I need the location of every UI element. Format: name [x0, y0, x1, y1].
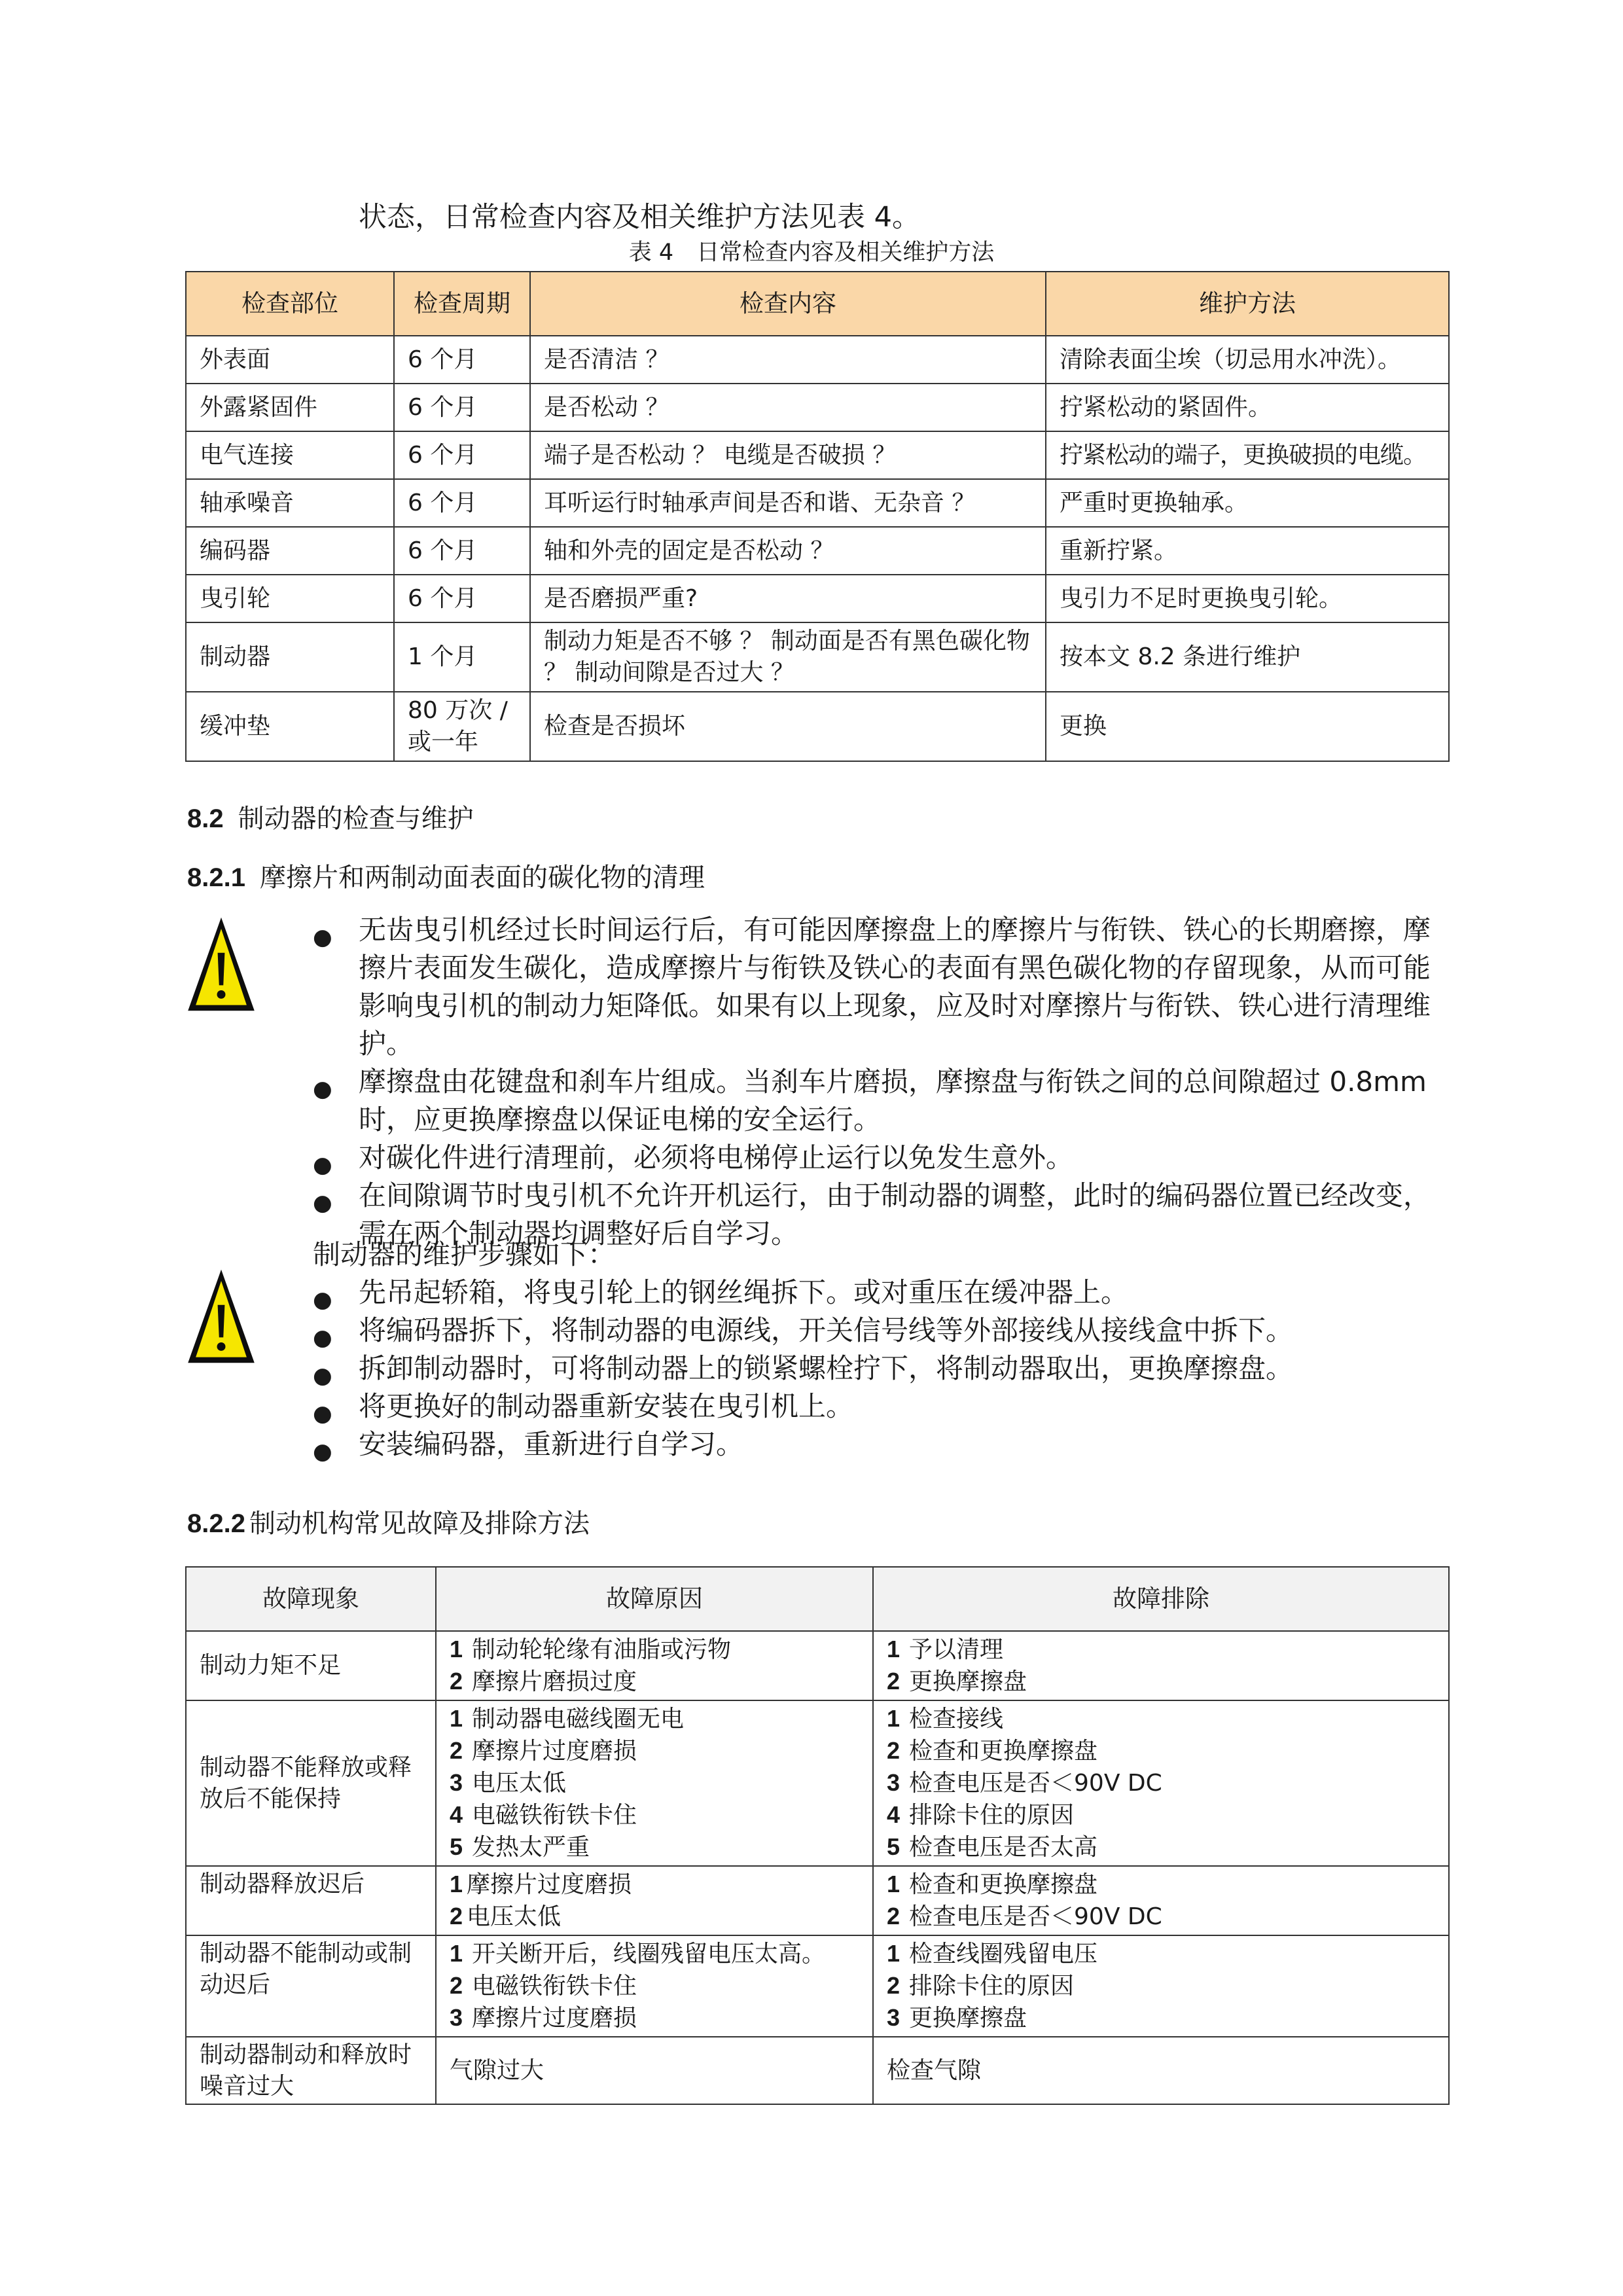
table-row — [186, 431, 1449, 479]
fix-item: 3 检查电压是否＜90V DC — [887, 1769, 1162, 1797]
table-cell: 电气连接 — [186, 431, 394, 479]
table-cell: 制动器 — [186, 622, 394, 692]
bullet-icon: ● — [313, 924, 332, 950]
table-cell: 拧紧松动的紧固件。 — [1046, 384, 1449, 431]
cause-cell — [436, 1700, 873, 1866]
table-row — [186, 1866, 1449, 1935]
fix-item: 2 检查和更换摩擦盘 — [887, 1737, 1098, 1765]
table-cell: 是否松动 ？ — [530, 384, 1046, 431]
section-number: 8.2.2 — [187, 1509, 245, 1538]
list-item: ● 在间隙调节时曳引机不允许开机运行，由于制动器的调整，此时的编码器位置已经改变，需在两个制动器均调整好后自学习。 — [313, 1179, 1431, 1249]
table-row — [186, 1631, 1449, 1700]
table4-caption: 表 4 日常检查内容及相关维护方法 — [628, 240, 995, 266]
list-item: ● 摩擦盘由花键盘和刹车片组成。当刹车片磨损，摩擦盘与衔铁之间的总间隙超过 0.8mm 时，应更换摩擦盘以保证电梯的安全运行。 — [313, 1066, 1427, 1136]
header-cell: 故障现象 — [186, 1567, 436, 1631]
bullet-icon: ● — [313, 1190, 332, 1216]
header-cell: 维护方法 — [1046, 272, 1449, 336]
list-item: ● 安装编码器，重新进行自学习。 — [313, 1426, 1452, 1463]
table-cell: 6 个月 — [394, 479, 530, 527]
header-cell: 故障原因 — [436, 1567, 873, 1631]
header-cell: 检查部位 — [186, 272, 394, 336]
table-row — [186, 384, 1449, 431]
table-cell: 6 个月 — [394, 336, 530, 384]
table-cell: 6 个月 — [394, 575, 530, 622]
fix-item: 3 更换摩擦盘 — [887, 2004, 1027, 2032]
header-cell: 检查内容 — [530, 272, 1046, 336]
cause-item: 3 电压太低 — [450, 1769, 567, 1797]
fix-cell — [873, 1700, 1449, 1866]
cause-item: 4 电磁铁衔铁卡住 — [450, 1801, 637, 1829]
section-heading-8-2-2 — [187, 1505, 590, 1542]
section-heading-8-2-1 — [187, 859, 705, 896]
list-item: ● 将编码器拆下，将制动器的电源线，开关信号线等外部接线从接线盒中拆下。 — [313, 1312, 1452, 1350]
bullet-icon: ● — [313, 1325, 332, 1351]
table-cell: 轴和外壳的固定是否松动 ？ — [530, 527, 1046, 575]
bullet-icon: ● — [313, 1401, 332, 1427]
cause-cell: 气隙过大 — [436, 2037, 873, 2104]
list-item: ● 无齿曳引机经过长时间运行后，有可能因摩擦盘上的摩擦片与衔铁、铁心的长期磨擦，摩擦片表面发生碳化，造成摩擦片与衔铁及铁心的表面有黑色碳化物的存留现象，从而可能影响曳引机的制动力矩降低。如果有以上现象，应及时对摩擦片与衔铁、铁心进行清理维护。 — [313, 914, 1431, 1060]
table-cell: 1 个月 — [394, 622, 530, 692]
symptom-cell: 制动器制动和释放时噪音过大 — [186, 2037, 436, 2104]
cause-item: 1 制动器电磁线圈无电 — [450, 1705, 685, 1732]
table-row — [186, 336, 1449, 384]
table-row — [186, 2037, 1449, 2104]
bullet-icon: ● — [313, 1363, 332, 1389]
fix-cell — [873, 1866, 1449, 1935]
table-row — [186, 479, 1449, 527]
warning-icon — [186, 1266, 257, 1366]
cause-item: 5 发热太严重 — [450, 1833, 590, 1861]
header-cell: 检查周期 — [394, 272, 530, 336]
header-cell: 故障排除 — [873, 1567, 1449, 1631]
section-title: 制动器的检查与维护 — [238, 804, 474, 834]
table-cell: 6 个月 — [394, 384, 530, 431]
table-row — [186, 622, 1449, 692]
table-cell: 曳引力不足时更换曳引轮。 — [1046, 575, 1449, 622]
table-cell: 端子是否松动 ？ 电缆是否破损 ？ — [530, 431, 1046, 479]
fault-table — [185, 1566, 1450, 2105]
steps-list — [313, 1274, 1452, 1463]
table-row — [186, 692, 1449, 761]
fix-item: 2 检查电压是否＜90V DC — [887, 1903, 1162, 1930]
table-row — [186, 1700, 1449, 1866]
fix-item: 2 排除卡住的原因 — [887, 1972, 1075, 2000]
table-cell: 6 个月 — [394, 431, 530, 479]
table-cell: 制动力矩是否不够 ？ 制动面是否有黑色碳化物 ？ 制动间隙是否过大 ？ — [530, 622, 1046, 692]
fix-item: 4 排除卡住的原因 — [887, 1801, 1075, 1829]
cause-item: 2 电压太低 — [450, 1903, 562, 1930]
cause-item: 1 制动轮轮缘有油脂或污物 — [450, 1636, 732, 1663]
table-cell: 重新拧紧。 — [1046, 527, 1449, 575]
cause-item: 2 电磁铁衔铁卡住 — [450, 1972, 637, 2000]
table-cell: 按本文 8.2 条进行维护 — [1046, 622, 1449, 692]
cause-item: 3 摩擦片过度磨损 — [450, 2004, 637, 2032]
warning-icon — [186, 914, 257, 1014]
table-cell: 外表面 — [186, 336, 394, 384]
fix-item: 1 检查接线 — [887, 1705, 1004, 1732]
table-row — [186, 575, 1449, 622]
intro-text: 状态，日常检查内容及相关维护方法见表 4。 — [359, 201, 921, 234]
table-cell: 轴承噪音 — [186, 479, 394, 527]
table-cell: 检查是否损坏 — [530, 692, 1046, 761]
bullet-icon: ● — [313, 1076, 332, 1102]
cause-item: 2 摩擦片磨损过度 — [450, 1668, 637, 1695]
table-cell: 80 万次 / 或一年 — [394, 692, 530, 761]
bullet-icon: ● — [313, 1439, 332, 1465]
bullet-icon: ● — [313, 1287, 332, 1313]
cause-cell — [436, 1631, 873, 1700]
symptom-cell: 制动器不能制动或制动迟后 — [186, 1935, 436, 2037]
table-row — [186, 1935, 1449, 2037]
list-item: ● 先吊起轿箱，将曳引轮上的钢丝绳拆下。或对重压在缓冲器上。 — [313, 1274, 1452, 1312]
fix-item: 2 更换摩擦盘 — [887, 1668, 1027, 1695]
symptom-cell: 制动器释放迟后 — [186, 1866, 436, 1935]
table-cell: 耳听运行时轴承声间是否和谐、无杂音 ？ — [530, 479, 1046, 527]
fix-item: 1 检查和更换摩擦盘 — [887, 1871, 1098, 1898]
section-number: 8.2 — [187, 804, 224, 833]
list-item: ● 拆卸制动器时，可将制动器上的锁紧螺栓拧下，将制动器取出，更换摩擦盘。 — [313, 1350, 1452, 1388]
fix-cell: 检查气隙 — [873, 2037, 1449, 2104]
section-title: 制动机构常见故障及排除方法 — [249, 1509, 590, 1539]
bullet-icon: ● — [313, 1152, 332, 1178]
cause-cell — [436, 1935, 873, 2037]
cause-cell — [436, 1866, 873, 1935]
table-cell: 外露紧固件 — [186, 384, 394, 431]
symptom-cell: 制动力矩不足 — [186, 1631, 436, 1700]
cause-item: 1 开关断开后，线圈残留电压太高。 — [450, 1940, 826, 1967]
section-title: 摩擦片和两制动面表面的碳化物的清理 — [259, 863, 705, 893]
cause-item: 1 摩擦片过度磨损 — [450, 1871, 632, 1898]
table-header-row — [186, 272, 1449, 336]
fix-cell — [873, 1935, 1449, 2037]
list-item: ● 将更换好的制动器重新安装在曳引机上。 — [313, 1388, 1452, 1426]
table-cell: 缓冲垫 — [186, 692, 394, 761]
table-header-row — [186, 1567, 1449, 1631]
table-cell: 拧紧松动的端子，更换破损的电缆。 — [1046, 431, 1449, 479]
section-number: 8.2.1 — [187, 863, 245, 892]
steps-title: 制动器的维护步骤如下： — [313, 1238, 616, 1270]
table-cell: 曳引轮 — [186, 575, 394, 622]
fix-item: 5 检查电压是否太高 — [887, 1833, 1098, 1861]
table-cell: 是否清洁 ？ — [530, 336, 1046, 384]
list-item: ● 对碳化件进行清理前，必须将电梯停止运行以免发生意外。 — [313, 1139, 1452, 1177]
maintenance-table — [185, 271, 1450, 762]
table-cell: 6 个月 — [394, 527, 530, 575]
table-cell: 清除表面尘埃（切忌用水冲洗）。 — [1046, 336, 1449, 384]
table-cell: 编码器 — [186, 527, 394, 575]
table-cell: 更换 — [1046, 692, 1449, 761]
section-heading-8-2 — [187, 800, 474, 837]
fix-cell — [873, 1631, 1449, 1700]
fix-item: 1 检查线圈残留电压 — [887, 1940, 1098, 1967]
table-row — [186, 527, 1449, 575]
symptom-cell: 制动器不能释放或释放后不能保持 — [186, 1700, 436, 1866]
table-cell: 是否磨损严重? — [530, 575, 1046, 622]
cause-item: 2 摩擦片过度磨损 — [450, 1737, 637, 1765]
fix-item: 1 予以清理 — [887, 1636, 1004, 1663]
warning-list — [313, 911, 1452, 1253]
table-cell: 严重时更换轴承。 — [1046, 479, 1449, 527]
